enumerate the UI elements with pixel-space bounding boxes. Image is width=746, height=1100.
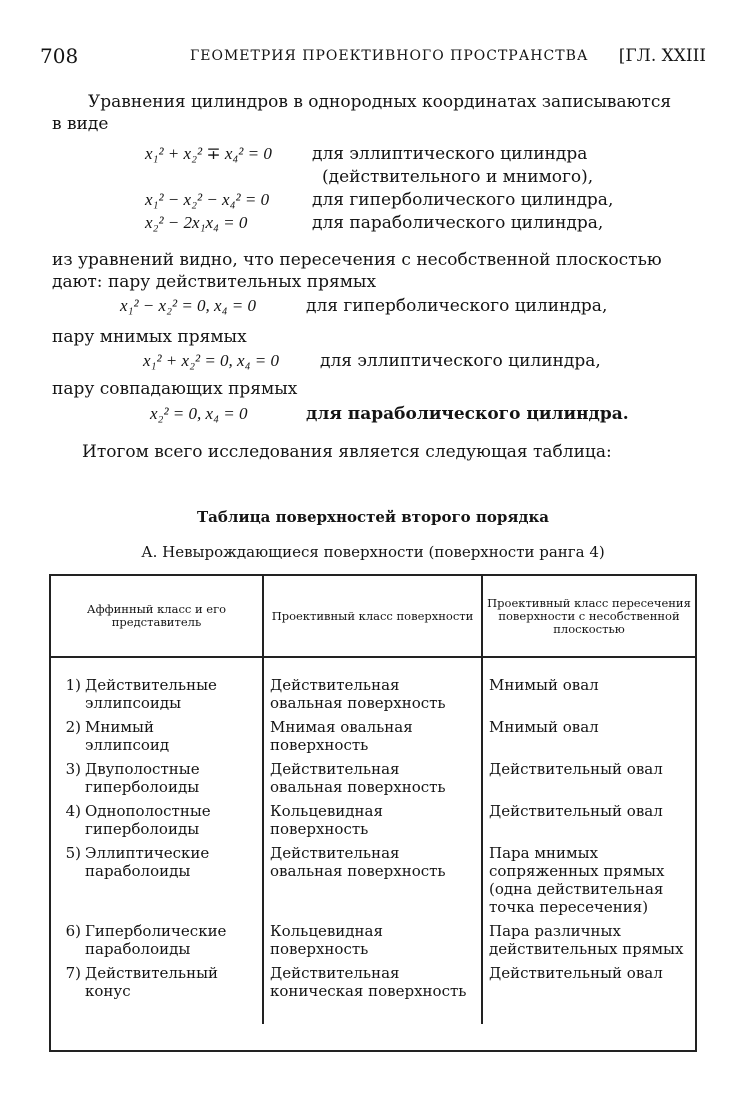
- header-affine-class: Аффинный класс и его представитель: [51, 576, 263, 657]
- cell-affine: [51, 958, 263, 1024]
- equation-real-lines: x₁² − x₂² = 0, x₄ = 0: [120, 296, 256, 315]
- table-row: [51, 916, 695, 958]
- cell-intersection: Мнимый овал: [482, 712, 695, 754]
- middle-line-3: пару мнимых прямых: [52, 327, 247, 347]
- table-row: [51, 796, 695, 838]
- cell-intersection: Пара различных действительных прямых: [482, 916, 695, 958]
- cell-intersection: Мнимый овал: [482, 657, 695, 712]
- cell-affine: [51, 916, 263, 958]
- row-number: 7): [65, 964, 81, 982]
- affine-text: Эллиптические параболоиды: [85, 844, 210, 880]
- cell-affine: [51, 657, 263, 712]
- cell-intersection: Действительный овал: [482, 796, 695, 838]
- affine-text: Действительный конус: [85, 964, 219, 1000]
- cell-projective: Мнимая овальная поверхность: [263, 712, 482, 754]
- table-row: [51, 657, 695, 712]
- middle-line-1: из уравнений видно, что пересечения с несобственной плоскостью: [52, 250, 662, 270]
- equation-coincident-lines: x₂² = 0, x₄ = 0: [150, 404, 248, 423]
- equation-coincident-lines-desc: для параболического цилиндра.: [306, 404, 629, 424]
- affine-text: Мнимый эллипсоид: [85, 718, 170, 754]
- cell-projective: Действительная овальная поверхность: [263, 838, 482, 916]
- cell-affine: [51, 838, 263, 916]
- equation-parabolic-desc: для параболического цилиндра,: [312, 213, 604, 233]
- equation-parabolic-cylinder: x₂² − 2x₁x₄ = 0: [145, 213, 248, 232]
- row-number: 2): [65, 718, 81, 736]
- equation-real-lines-desc: для гиперболического цилиндра,: [306, 296, 608, 316]
- middle-line-4: пару совпадающих прямых: [52, 379, 298, 399]
- equation-elliptic-desc: для эллиптического цилиндра: [312, 144, 588, 164]
- row-number: 4): [65, 802, 81, 820]
- affine-text: Двуполостные гиперболоиды: [85, 760, 200, 796]
- equation-hyperbolic-desc: для гиперболического цилиндра,: [312, 190, 614, 210]
- table-row: [51, 838, 695, 916]
- cell-affine: [51, 754, 263, 796]
- running-title: ГЕОМЕТРИЯ ПРОЕКТИВНОГО ПРОСТРАНСТВА: [190, 48, 589, 64]
- chapter-label: [ГЛ. XXIII: [618, 46, 706, 66]
- table-subcaption: А. Невырождающиеся поверхности (поверхности ранга 4): [141, 543, 605, 561]
- table-caption: Таблица поверхностей второго порядка: [196, 508, 550, 526]
- affine-text: Гиперболические параболоиды: [85, 922, 227, 958]
- page-number: 708: [40, 44, 79, 68]
- row-number: 3): [65, 760, 81, 778]
- middle-line-2: дают: пару действительных прямых: [52, 272, 377, 292]
- affine-text: Действительные эллипсоиды: [85, 676, 217, 712]
- cell-projective: Кольцевидная поверхность: [263, 796, 482, 838]
- middle-line-5: Итогом всего исследования является следующая таблица:: [82, 442, 612, 462]
- equation-imaginary-lines-desc: для эллиптического цилиндра,: [320, 351, 601, 371]
- intro-line-1: Уравнения цилиндров в однородных координатах записываются: [88, 92, 672, 112]
- cell-affine: [51, 796, 263, 838]
- cell-intersection: Действительный овал: [482, 958, 695, 1024]
- intro-line-2: в виде: [52, 114, 109, 134]
- header-intersection-class: Проективный класс пересечения поверхности с несобственной плоскостью: [482, 576, 695, 657]
- equation-elliptic-cylinder: x₁² + x₂² ∓ x₄² = 0: [145, 144, 272, 163]
- row-number: 1): [65, 676, 81, 694]
- cell-affine: [51, 712, 263, 754]
- running-head: [40, 44, 706, 70]
- surfaces-table: [51, 576, 695, 1024]
- row-number: 6): [65, 922, 81, 940]
- cell-intersection: Пара мнимых сопряженных прямых (одна действительная точка пересечения): [482, 838, 695, 916]
- cell-projective: Действительная овальная поверхность: [263, 657, 482, 712]
- row-number: 5): [65, 844, 81, 862]
- table-header-row: [51, 576, 695, 657]
- table-row: [51, 712, 695, 754]
- cell-intersection: Действительный овал: [482, 754, 695, 796]
- equation-imaginary-lines: x₁² + x₂² = 0, x₄ = 0: [143, 351, 279, 370]
- cell-projective: Действительная овальная поверхность: [263, 754, 482, 796]
- cell-projective: Действительная коническая поверхность: [263, 958, 482, 1024]
- equation-elliptic-desc-2: (действительного и мнимого),: [322, 167, 594, 187]
- table-row: [51, 754, 695, 796]
- affine-text: Однополостные гиперболоиды: [85, 802, 211, 838]
- header-projective-class: Проективный класс поверхности: [263, 576, 482, 657]
- table-row: [51, 958, 695, 1024]
- equation-hyperbolic-cylinder: x₁² − x₂² − x₄² = 0: [145, 190, 270, 209]
- cell-projective: Кольцевидная поверхность: [263, 916, 482, 958]
